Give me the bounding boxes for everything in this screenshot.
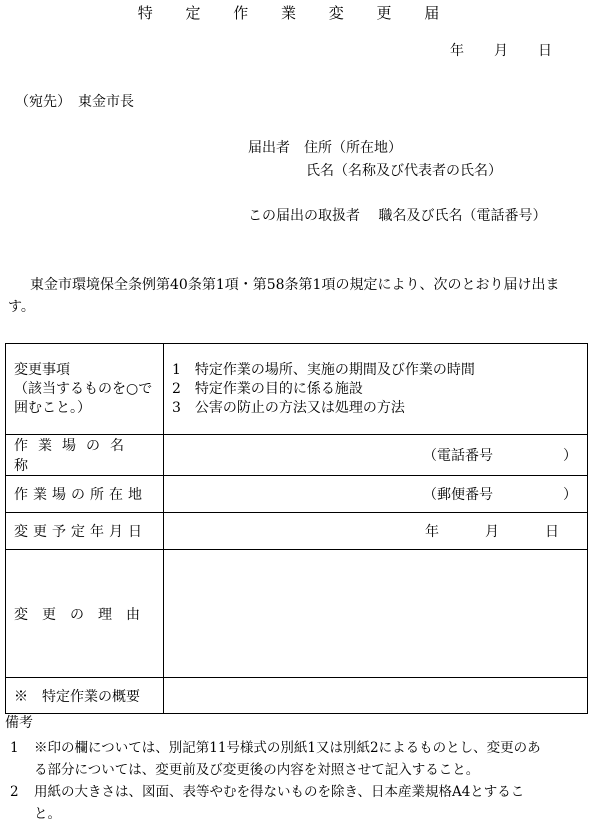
postal-note-close: ） xyxy=(563,487,577,503)
change-option-3[interactable]: 3 公害の防止の方法又は処理の方法 xyxy=(172,399,405,416)
phone-note-close: ） xyxy=(563,448,577,464)
reason-field[interactable] xyxy=(164,550,588,678)
handler-label: この届出の取扱者 職名及び氏名（電話番号） xyxy=(248,208,547,224)
change-items-label xyxy=(6,344,164,435)
note-item-2 xyxy=(10,781,586,825)
workplace-name-label: 作業場の名称 xyxy=(6,435,164,476)
reason-row xyxy=(6,550,588,678)
workplace-name-field[interactable] xyxy=(164,435,588,476)
note-1-number: 1 xyxy=(10,740,19,756)
note-1-line1: ※印の欄については、別記第11号様式の別紙1又は別紙2によるものとし、変更のあ xyxy=(34,740,541,756)
postal-note-open: （郵便番号 xyxy=(423,487,493,503)
summary-field[interactable] xyxy=(164,678,588,714)
phone-note-open: （電話番号 xyxy=(423,448,493,464)
note-2-line1: 用紙の大きさは、図面、表等やむを得ないものを除き、日本産業規格A4とするこ xyxy=(34,784,525,800)
planned-date-field[interactable] xyxy=(164,513,588,550)
summary-label: ※ 特定作業の概要 xyxy=(6,678,164,714)
planned-month-label: 月 xyxy=(485,524,499,540)
workplace-name-row xyxy=(6,435,588,476)
note-item-1 xyxy=(10,737,586,781)
note-2-number: 2 xyxy=(10,784,19,800)
workplace-address-field[interactable] xyxy=(164,476,588,513)
change-items-label-line3: 囲むこと。） xyxy=(14,399,91,416)
date-year-label: 年 xyxy=(450,43,464,59)
change-option-1[interactable]: 1 特定作業の場所、実施の期間及び作業の時間 xyxy=(172,361,475,378)
change-items-label-line2: （該当するものを○で xyxy=(14,380,153,397)
body-text: 東金市環境保全条例第40条第1項・第58条第1項の規定により、次のとおり届け出ます。 xyxy=(8,277,560,315)
applicant-address-label: 届出者 住所（所在地） xyxy=(248,140,402,156)
note-2-line2: と。 xyxy=(34,806,61,822)
workplace-address-label: 作業場の所在地 xyxy=(6,476,164,513)
change-items-options[interactable] xyxy=(164,344,588,435)
reason-label: 変 更 の 理 由 xyxy=(6,550,164,678)
change-items-row xyxy=(6,344,588,435)
workplace-address-row xyxy=(6,476,588,513)
note-1-line2: る部分については、変更前及び変更後の内容を対照させて記入すること。 xyxy=(34,762,480,778)
change-option-2[interactable]: 2 特定作業の目的に係る施設 xyxy=(172,380,363,397)
addressee: （宛先） 東金市長 xyxy=(15,94,134,110)
date-day-label: 日 xyxy=(538,43,552,59)
planned-day-label: 日 xyxy=(545,524,559,540)
submission-date xyxy=(450,44,552,58)
planned-date-label: 変更予定年月日 xyxy=(6,513,164,550)
change-items-label-line1: 変更事項 xyxy=(14,361,70,378)
applicant-name-label: 氏名（名称及び代表者の氏名） xyxy=(306,163,502,179)
notes-heading: 備考 xyxy=(5,715,33,731)
planned-date-row xyxy=(6,513,588,550)
planned-year-label: 年 xyxy=(425,524,439,540)
change-form-table xyxy=(5,343,588,714)
form-title: 特 定 作 業 変 更 届 xyxy=(137,4,454,22)
date-month-label: 月 xyxy=(494,43,508,59)
summary-row xyxy=(6,678,588,714)
